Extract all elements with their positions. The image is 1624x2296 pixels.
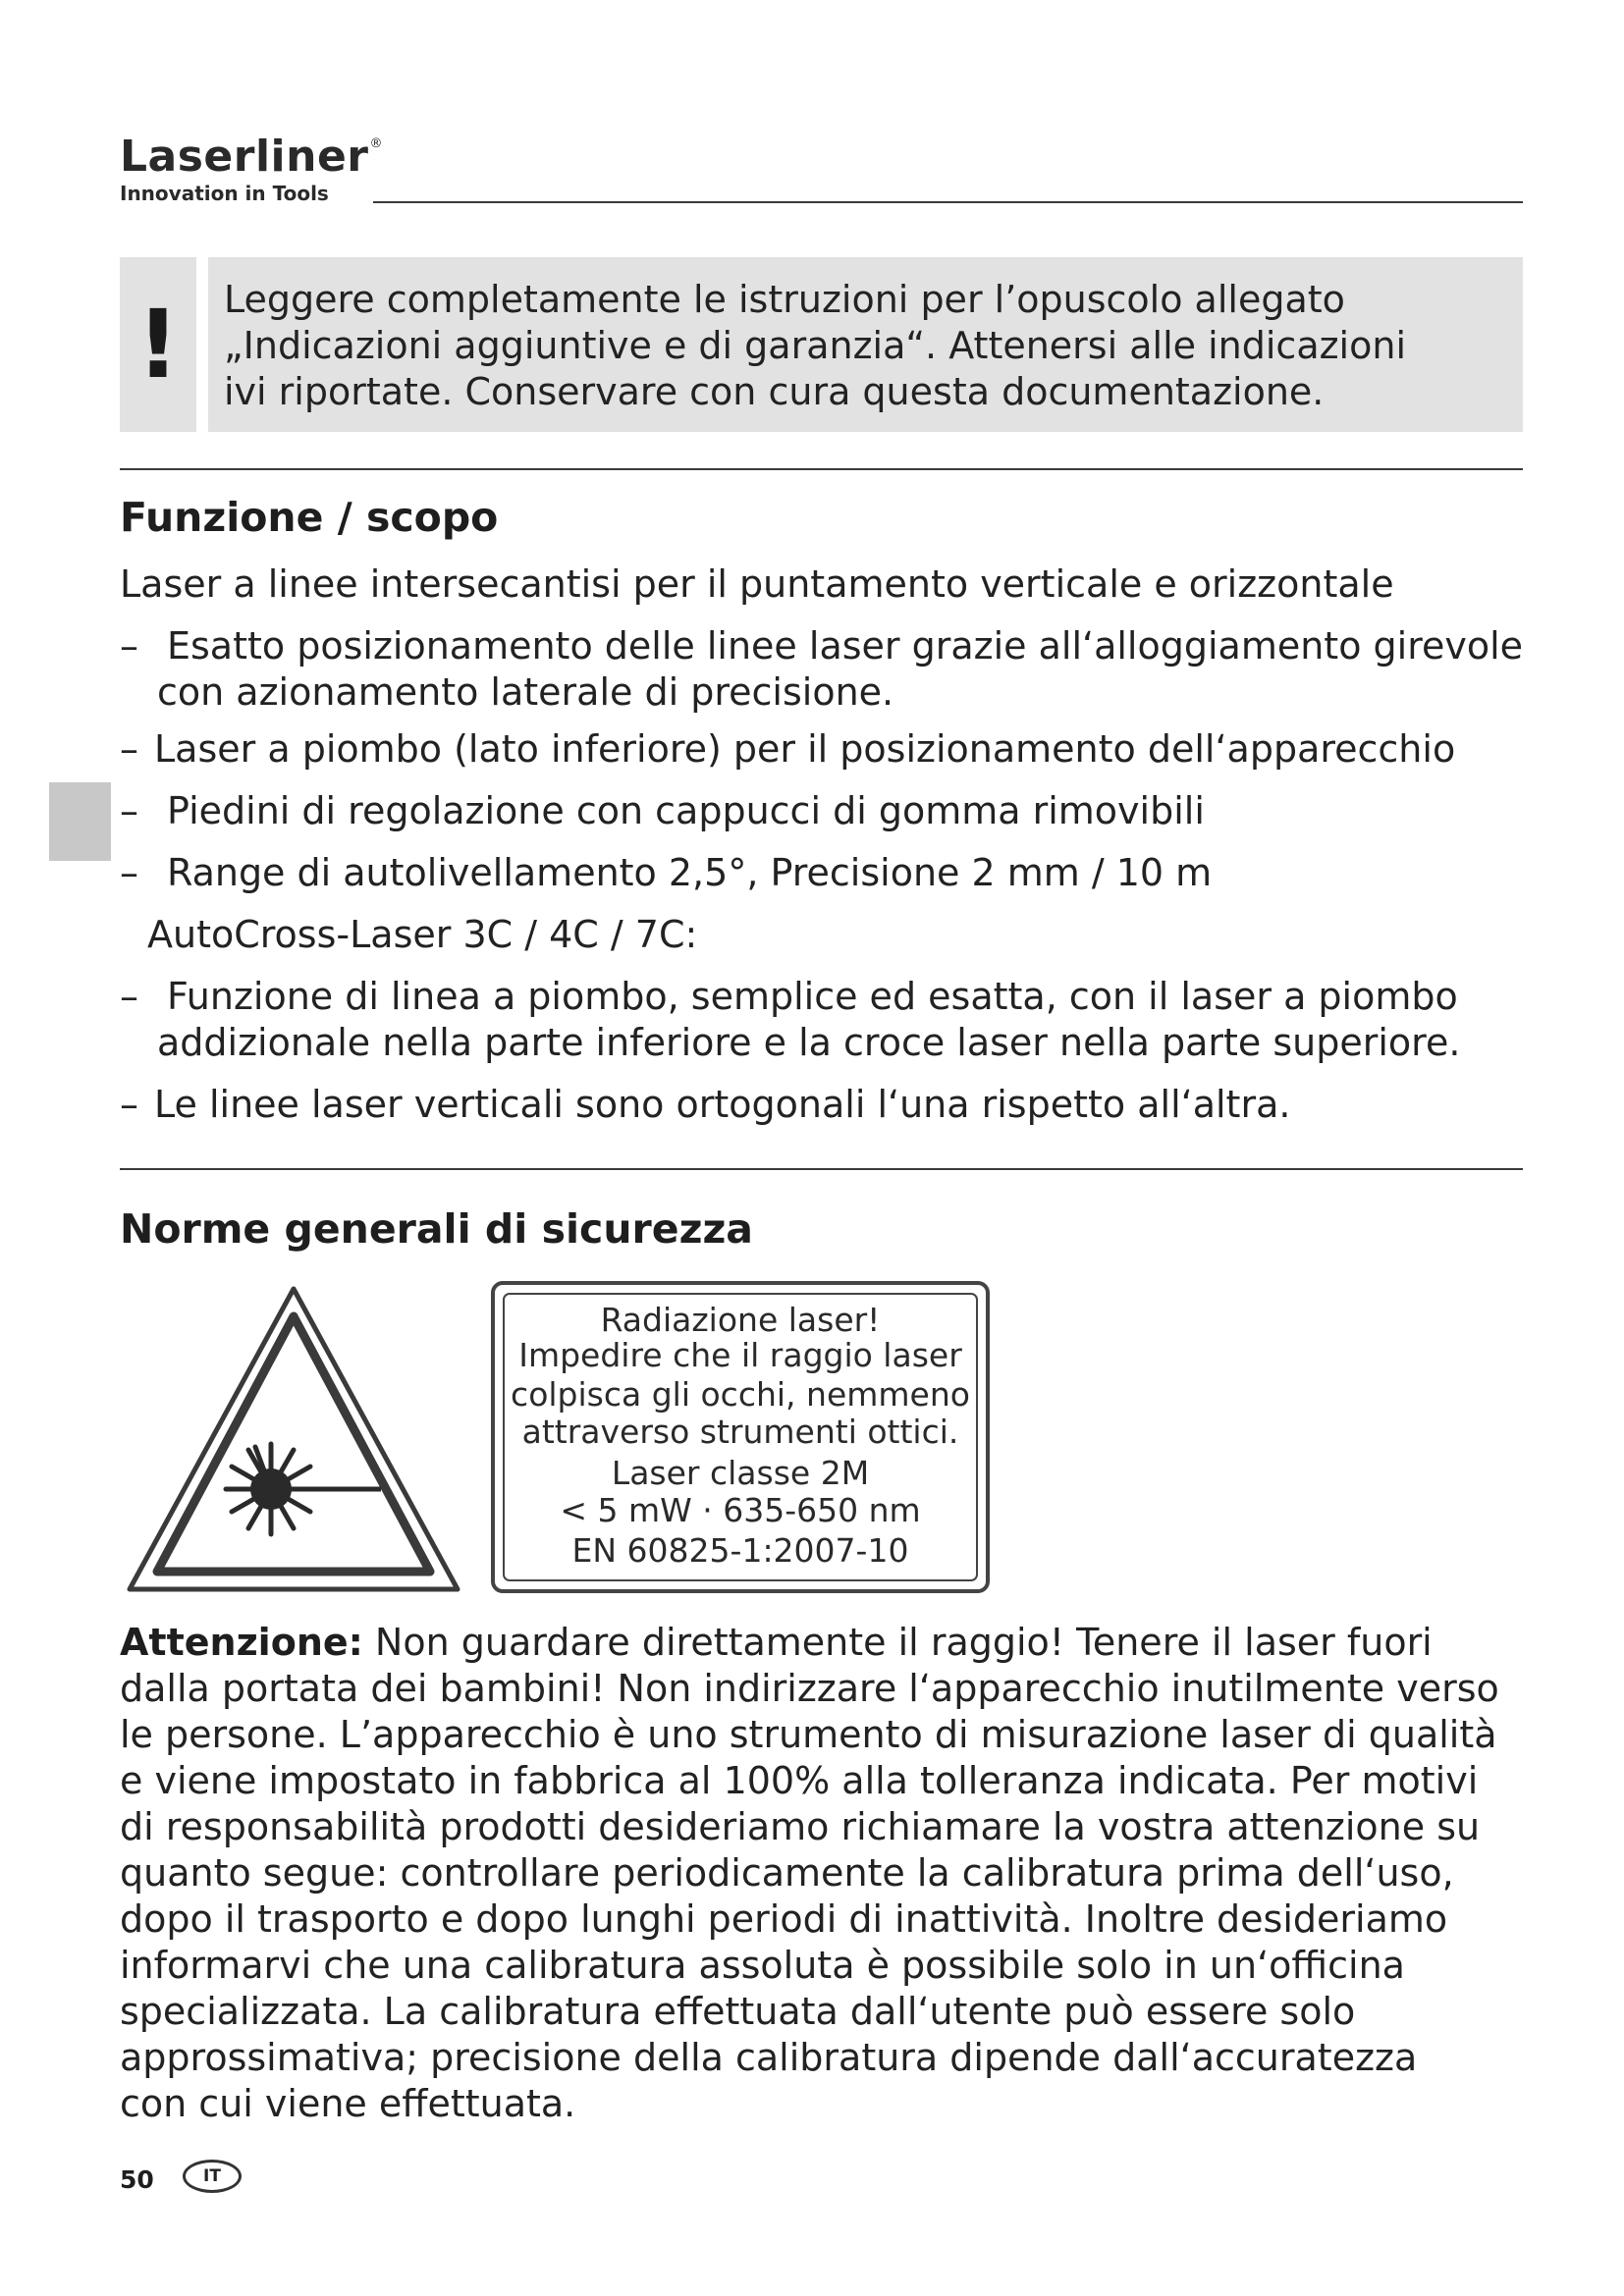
laser-label-line: Laser classe 2M (611, 1454, 870, 1492)
list-dash: – (120, 975, 138, 1018)
list-dash: – (120, 789, 138, 832)
laser-label-line: < 5 mW · 635-650 nm (560, 1491, 921, 1529)
attention-text: con cui viene effettuata. (120, 2082, 576, 2125)
attention-text: quanto segue: controllare periodicamente la calibratura prima dell‘uso, (120, 1851, 1454, 1895)
attention-text: specializzata. La calibratura effettuata dall‘utente può essere solo (120, 1990, 1356, 2033)
list-item (120, 1082, 138, 1128)
section-title-safety: Norme generali di sicurezza (120, 1205, 753, 1253)
list-item (120, 974, 138, 1020)
attention-text: dopo il trasporto e dopo lunghi periodi di inattività. Inoltre desideriamo (120, 1897, 1448, 1941)
list-item-text: Piedini di regolazione con cappucci di gomma rimovibili (167, 789, 1205, 832)
laser-label-line: attraverso strumenti ottici. (521, 1413, 959, 1451)
section-divider (120, 1168, 1523, 1170)
laser-label-line: Impedire che il raggio laser (518, 1336, 962, 1374)
attention-text: dalla portata dei bambini! Non indirizzare l‘apparecchio inutilmente verso (120, 1667, 1499, 1710)
attention-label: Attenzione: (120, 1621, 363, 1664)
list-item-text: Range di autolivellamento 2,5°, Precisione 2 mm / 10 m (167, 851, 1213, 894)
brand-logo (120, 132, 383, 182)
attention-text: approssimativa; precisione della calibratura dipende dall‘accuratezza (120, 2036, 1418, 2079)
list-dash: – (120, 1083, 138, 1126)
laser-label-line: colpisca gli occhi, nemmeno (511, 1375, 970, 1414)
attention-text: informarvi che una calibratura assoluta è possibile solo in un‘officina (120, 1944, 1405, 1987)
header-rule (373, 201, 1523, 203)
page-number: 50 (120, 2165, 154, 2194)
list-item (120, 623, 138, 669)
attention-text: le persone. L’apparecchio è uno strumento di misurazione laser di qualità (120, 1713, 1497, 1756)
function-subhead: AutoCross-Laser 3C / 4C / 7C: (147, 913, 698, 956)
list-item-text: Laser a piombo (lato inferiore) per il posizionamento dell‘apparecchio (154, 727, 1456, 771)
list-item (120, 726, 138, 773)
list-dash: – (120, 624, 138, 667)
attention-text: Non guardare direttamente il raggio! Tenere il laser fuori (362, 1621, 1433, 1664)
function-intro: Laser a linee intersecantisi per il puntamento verticale e orizzontale (120, 562, 1394, 606)
laser-warning-triangle-icon (124, 1281, 463, 1597)
list-item-text: addizionale nella parte inferiore e la croce laser nella parte superiore. (157, 1021, 1461, 1064)
list-item-text: Funzione di linea a piombo, semplice ed esatta, con il laser a piombo (167, 975, 1458, 1018)
list-item-text: Esatto posizionamento delle linee laser grazie all‘alloggiamento girevole (167, 624, 1524, 667)
list-dash: – (120, 727, 138, 771)
attention-text: di responsabilità prodotti desideriamo richiamare la vostra attenzione su (120, 1805, 1481, 1848)
list-dash: – (120, 851, 138, 894)
list-item (120, 850, 138, 896)
section-title-function: Funzione / scopo (120, 494, 499, 541)
section-divider (120, 468, 1523, 470)
laser-label-line: Radiazione laser! (600, 1301, 881, 1339)
attention-paragraph (120, 1620, 1514, 2127)
notice-line: Leggere completamente le istruzioni per l’opuscolo allegato (224, 278, 1345, 321)
list-item-text: con azionamento laterale di precisione. (157, 670, 894, 714)
registered-mark: ® (369, 136, 383, 151)
list-item-text: Le linee laser verticali sono ortogonali l‘una rispetto all‘altra. (154, 1083, 1291, 1126)
notice-text (224, 277, 1500, 415)
exclamation-icon: ! (120, 257, 196, 432)
attention-text: e viene impostato in fabbrica al 100% alla tolleranza indicata. Per motivi (120, 1759, 1479, 1802)
brand-tagline: Innovation in Tools (120, 182, 329, 205)
language-badge: IT (183, 2160, 242, 2193)
notice-line: „Indicazioni aggiuntive e di garanzia“. Attenersi alle indicazioni (224, 324, 1406, 367)
laser-label-line: EN 60825-1:2007-10 (571, 1531, 909, 1570)
list-item (120, 788, 138, 834)
brand-name: Laserliner (120, 132, 369, 182)
notice-line: ivi riportate. Conservare con cura questa documentazione. (224, 370, 1325, 413)
side-tab-marker (49, 782, 111, 861)
